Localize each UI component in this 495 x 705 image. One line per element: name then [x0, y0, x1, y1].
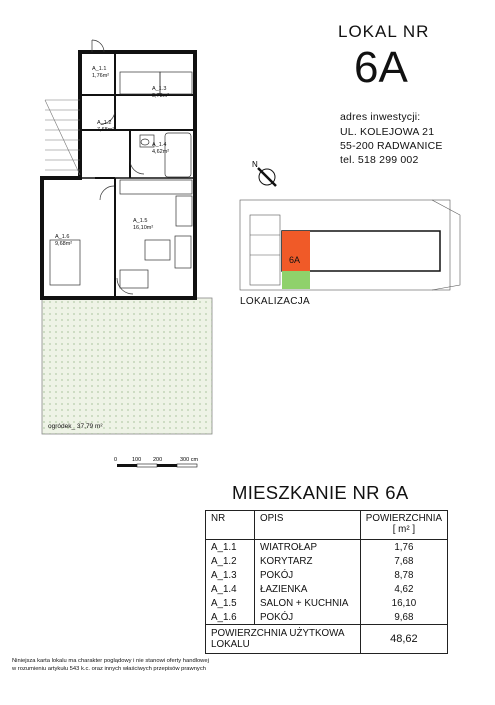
row-nr: A_1.5: [206, 596, 255, 610]
row-area: 9,68: [360, 610, 447, 625]
room-label-1-1-area: 1,76m²: [92, 73, 110, 79]
floor-plan: [0, 0, 240, 480]
scale-bar: [114, 457, 198, 467]
garden-highlight: [282, 271, 310, 289]
compass: [252, 160, 276, 186]
total-label: POWIERZCHNIA UŻYTKOWA LOKALU: [206, 625, 361, 654]
row-opis: WIATROŁAP: [255, 540, 361, 555]
scale-label-300: 300 cm: [180, 457, 199, 463]
north-label: N: [252, 160, 258, 169]
room-label-1-5-area: 16,10m²: [133, 225, 154, 231]
row-area: 4,62: [360, 582, 447, 596]
page-title: LOKAL NR: [338, 22, 430, 41]
room-label-1-2-area: 7,68m²: [97, 127, 115, 133]
row-nr: A_1.2: [206, 554, 255, 568]
table-header-row: [206, 511, 448, 540]
row-nr: A_1.4: [206, 582, 255, 596]
row-nr: A_1.3: [206, 568, 255, 582]
table-row: [206, 610, 448, 625]
room-label-1-2-id: A_1.2: [97, 120, 112, 126]
scale-label-0: 0: [114, 457, 118, 463]
address-city: 55-200 RADWANICE: [340, 140, 443, 152]
location-label: LOKALIZACJA: [240, 296, 310, 307]
site-outline: [240, 200, 460, 290]
table-total-row: [206, 625, 448, 654]
row-opis: SALON + KUCHNIA: [255, 596, 361, 610]
location-map: [232, 155, 472, 300]
room-label-1-6-id: A_1.6: [55, 234, 70, 240]
row-opis: ŁAZIENKA: [255, 582, 361, 596]
col-header-area: [360, 511, 447, 540]
row-nr: A_1.1: [206, 540, 255, 555]
row-opis: KORYTARZ: [255, 554, 361, 568]
table-row: [206, 540, 448, 555]
garden-label: ogródek_ 37,79 m²: [48, 423, 103, 430]
row-opis: POKÓJ: [255, 568, 361, 582]
scale-label-200: 200: [153, 457, 163, 463]
room-label-1-4-area: 4,62m²: [152, 149, 170, 155]
address-phone: tel. 518 299 002: [340, 154, 419, 166]
col-header-opis: OPIS: [255, 511, 361, 540]
disclaimer: [12, 657, 312, 673]
summary-title: MIESZKANIE NR 6A: [232, 482, 409, 503]
room-label-1-6-area: 9,68m²: [55, 241, 73, 247]
col-header-area-label: POWIERZCHNIA: [365, 513, 442, 524]
room-label-1-4-id: A_1.4: [152, 142, 167, 148]
row-area: 7,68: [360, 554, 447, 568]
table-row: [206, 554, 448, 568]
table-row: [206, 582, 448, 596]
table-row: [206, 596, 448, 610]
unit-number: 6A: [354, 43, 408, 92]
disclaimer-line-1: Niniejsza karta lokalu ma charakter poglądowy i nie stanowi oferty handlowej: [12, 658, 209, 664]
address-label: adres inwestycji:: [340, 111, 421, 123]
row-nr: A_1.6: [206, 610, 255, 625]
room-label-1-1-id: A_1.1: [92, 66, 107, 72]
disclaimer-line-2: w rozumieniu artykułu 543 k.c. oraz innych właściwych przepisów prawnych: [12, 666, 206, 672]
address-street: UL. KOLEJOWA 21: [340, 126, 435, 138]
room-label-1-3-id: A_1.3: [152, 86, 167, 92]
row-area: 8,78: [360, 568, 447, 582]
rooms-table: [205, 510, 448, 654]
row-opis: POKÓJ: [255, 610, 361, 625]
scale-label-100: 100: [132, 457, 142, 463]
row-area: 16,10: [360, 596, 447, 610]
garden-area: [42, 298, 212, 434]
row-area: 1,76: [360, 540, 447, 555]
room-label-1-5-id: A_1.5: [133, 218, 148, 224]
room-label-1-3-area: 8,78m²: [152, 93, 170, 99]
table-row: [206, 568, 448, 582]
unit-map-label: 6A: [289, 255, 301, 265]
col-header-area-unit: [ m² ]: [392, 524, 416, 535]
col-header-nr: NR: [206, 511, 255, 540]
unit-highlight: [282, 231, 310, 271]
total-value: 48,62: [360, 625, 447, 654]
walls: [42, 52, 195, 298]
